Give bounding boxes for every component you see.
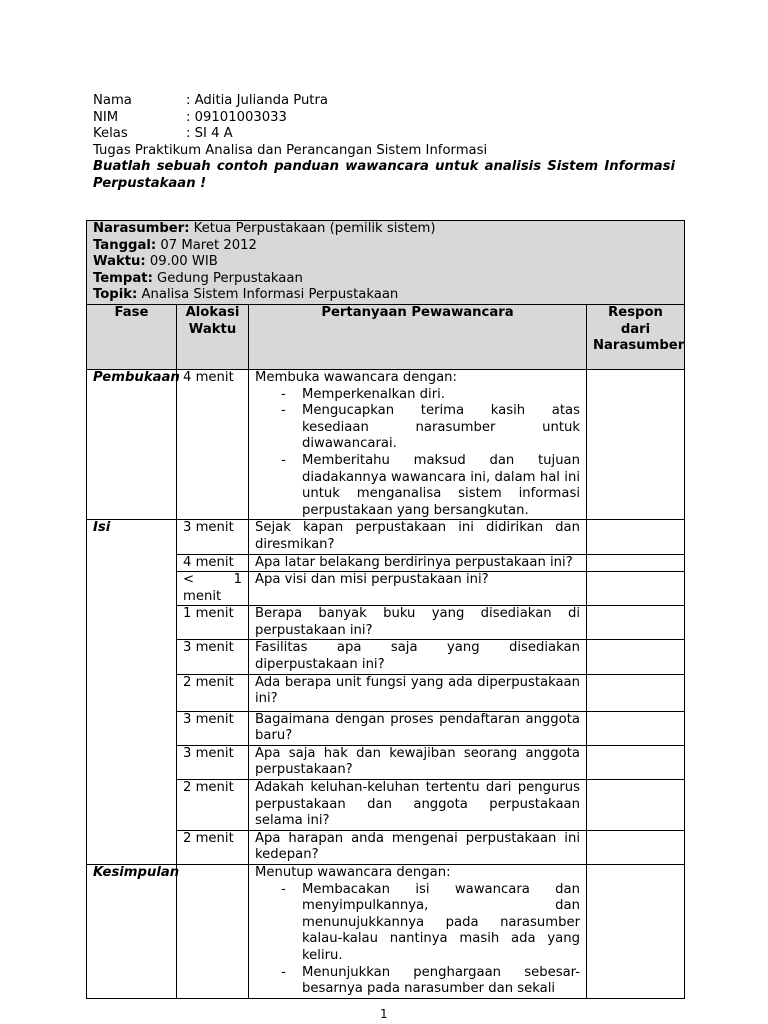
phase-pembukaan: Pembukaan <box>87 369 177 519</box>
list-item: - Mengucapkan terima kasih atas kesediaan narasumber untuk diwawancarai. <box>255 403 580 453</box>
isi-response <box>587 606 685 640</box>
isi-response <box>587 745 685 779</box>
kesimpulan-list <box>255 882 580 998</box>
interview-info-row <box>87 221 685 305</box>
isi-row <box>87 674 685 711</box>
kelas-line <box>93 126 675 143</box>
isi-question: Apa visi dan misi perpustakaan ini? <box>249 572 587 606</box>
isi-question: Apa harapan anda mengenai perpustakaan ini kedepan? <box>249 830 587 864</box>
isi-time: 2 menit <box>177 674 249 711</box>
nama-line <box>93 93 675 110</box>
waktu-value: 09.00 WIB <box>145 254 218 270</box>
page-number: 1 <box>380 1007 388 1021</box>
pembukaan-list <box>255 387 580 520</box>
kesimpulan-response <box>587 865 685 999</box>
narasumber-line <box>93 221 678 238</box>
isi-row <box>87 606 685 640</box>
tempat-value: Gedung Perpustakaan <box>152 270 303 286</box>
kesimpulan-question <box>249 865 587 999</box>
isi-row <box>87 572 685 606</box>
tanggal-label: Tanggal: <box>93 237 157 253</box>
kesimpulan-row <box>87 865 685 999</box>
isi-time: 2 menit <box>177 780 249 831</box>
isi-question: Apa latar belakang berdirinya perpustakaan ini? <box>249 554 587 572</box>
student-header <box>93 93 675 193</box>
nim-label: NIM <box>93 109 119 125</box>
kesimpulan-intro: Menutup wawancara dengan: <box>255 865 451 880</box>
isi-response <box>587 674 685 711</box>
isi-question: Ada berapa unit fungsi yang ada diperpustakaan ini? <box>249 674 587 711</box>
isi-time: 1 menit <box>177 606 249 640</box>
topik-value: Analisa Sistem Informasi Perpustakaan <box>137 287 399 303</box>
column-header-alokasi: Alokasi Waktu <box>177 304 249 369</box>
kesimpulan-time <box>177 865 249 999</box>
tempat-line <box>93 271 678 288</box>
waktu-line <box>93 254 678 271</box>
table-header-row <box>87 304 685 369</box>
phase-kesimpulan: Kesimpulan <box>87 865 177 999</box>
isi-time: 4 menit <box>177 554 249 572</box>
isi-question: Apa saja hak dan kewajiban seorang anggota perpustakaan? <box>249 745 587 779</box>
isi-row <box>87 711 685 745</box>
assignment-instruction: Buatlah sebuah contoh panduan wawancara untuk analisis Sistem Informasi Perpustakaan ! <box>93 159 675 191</box>
narasumber-label: Narasumber: <box>93 221 190 236</box>
interview-info-cell <box>87 221 685 305</box>
column-header-respon: Respon dari Narasumber <box>587 304 685 369</box>
phase-isi: Isi <box>87 520 177 865</box>
isi-question: Sejak kapan perpustakaan ini didirikan dan diresmikan? <box>249 520 587 554</box>
isi-question: Adakah keluhan-keluhan tertentu dari pengurus perpustakaan dan anggota perpustakaan selama ini? <box>249 780 587 831</box>
pembukaan-intro: Membuka wawancara dengan: <box>255 369 457 385</box>
isi-row <box>87 520 685 554</box>
pembukaan-time: 4 menit <box>177 369 249 519</box>
column-header-fase: Fase <box>87 304 177 369</box>
isi-question: Bagaimana dengan proses pendaftaran anggota baru? <box>249 711 587 745</box>
isi-response <box>587 830 685 864</box>
tanggal-value: 07 Maret 2012 <box>156 237 257 253</box>
isi-row <box>87 554 685 572</box>
tanggal-line <box>93 238 678 255</box>
topik-line <box>93 287 678 304</box>
list-item: - Membacakan isi wawancara dan menyimpulkannya, dan menunujukkannya pada narasumber kalau-kalau nantinya masih ada yang keliru. <box>255 882 580 965</box>
nim-value: : 09101003033 <box>186 109 287 125</box>
nim-line <box>93 110 675 127</box>
waktu-label: Waktu: <box>93 254 146 270</box>
isi-response <box>587 520 685 554</box>
pembukaan-response <box>587 369 685 519</box>
column-header-pertanyaan: Pertanyaan Pewawancara <box>249 304 587 369</box>
isi-time: 3 menit <box>177 640 249 674</box>
course-title: Tugas Praktikum Analisa dan Perancangan Sistem Informasi <box>93 142 488 158</box>
isi-time: 3 menit <box>177 520 249 554</box>
narasumber-value: Ketua Perpustakaan (pemilik sistem) <box>189 221 436 236</box>
isi-response <box>587 554 685 572</box>
isi-response <box>587 640 685 674</box>
interview-guide-table <box>86 220 685 999</box>
isi-response <box>587 711 685 745</box>
pembukaan-row <box>87 369 685 519</box>
kelas-value: : SI 4 A <box>186 126 233 142</box>
isi-row <box>87 640 685 674</box>
nama-value: : Aditia Julianda Putra <box>186 93 328 108</box>
isi-time: < 1 menit <box>177 572 249 606</box>
topik-label: Topik: <box>93 287 138 303</box>
tempat-label: Tempat: <box>93 270 153 286</box>
isi-response <box>587 780 685 831</box>
isi-row <box>87 780 685 831</box>
list-item: - Memperkenalkan diri. <box>255 387 580 404</box>
isi-time: 3 menit <box>177 711 249 745</box>
isi-time: 2 menit <box>177 830 249 864</box>
pembukaan-question <box>249 369 587 519</box>
isi-question: Berapa banyak buku yang disediakan di perpustakaan ini? <box>249 606 587 640</box>
isi-row <box>87 745 685 779</box>
list-item: - Memberitahu maksud dan tujuan diadakannya wawancara ini, dalam hal ini untuk menganalisa sistem informasi perpustakaan yang bersangkutan. <box>255 453 580 519</box>
isi-question: Fasilitas apa saja yang disediakan diperpustakaan ini? <box>249 640 587 674</box>
isi-response <box>587 572 685 606</box>
isi-time: 3 menit <box>177 745 249 779</box>
list-item: - Menunjukkan penghargaan sebesar-besarnya pada narasumber dan sekali <box>255 965 580 998</box>
kelas-label: Kelas <box>93 126 128 142</box>
nama-label: Nama <box>93 93 132 108</box>
isi-row <box>87 830 685 864</box>
